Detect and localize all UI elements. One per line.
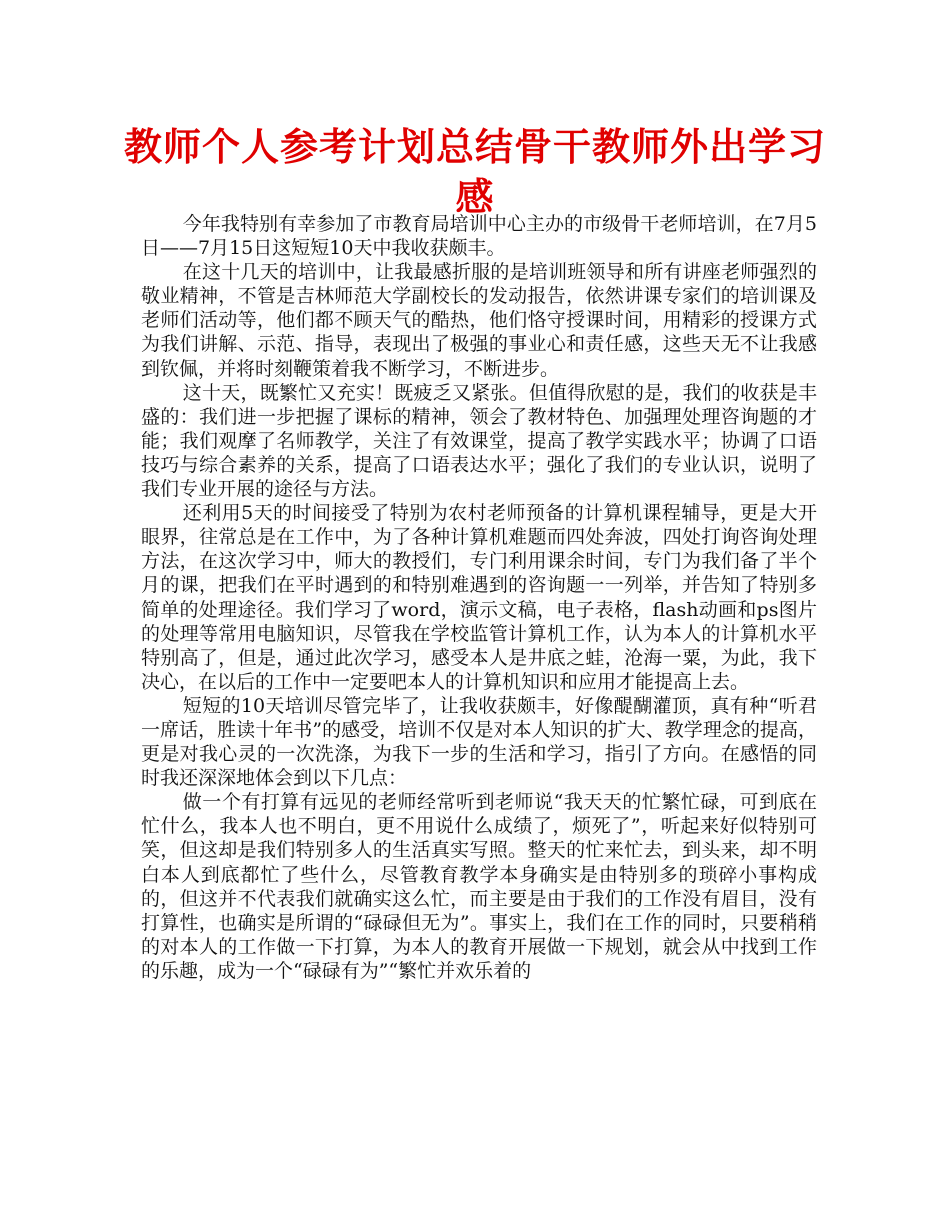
document-title: 教师个人参考计划总结骨干教师外出学习感 <box>123 125 826 219</box>
document-body <box>141 212 817 983</box>
paragraph-2: 在这十几天的培训中，让我最感折服的是培训班领导和所有讲座老师强烈的敬业精神，不管是吉林师范大学副校长的发动报告，依然讲课专家们的培训课及老师们活动等，他们都不顾天气的酷热，他们恪守授课时间，用精彩的授课方式为我们讲解、示范、指导，表现出了极强的事业心和责任感，这些天无不让我感到钦佩，并将时刻鞭策着我不断学习，不断进步。 <box>141 261 817 380</box>
paragraph-4: 还利用5天的时间接受了特别为农村老师预备的计算机课程辅导，更是大开眼界，往常总是在工作中，为了各种计算机难题而四处奔波，四处打询咨询处理方法，在这次学习中，师大的教授们，专门利用课余时间，专门为我们备了半个月的课，把我们在平时遇到的和特别难遇到的咨询题一一列举，并告知了特别多简单的处理途径。我们学习了word，演示文稿，电子表格，flash动画和ps图片的处理等常用电脑知识，尽管我在学校监管计算机工作，认为本人的计算机水平特别高了，但是，通过此次学习，感受本人是井底之蛙，沧海一粟，为此，我下决心，在以后的工作中一定要吧本人的计算机知识和应用才能提高上去。 <box>141 502 817 693</box>
paragraph-6: 做一个有打算有远见的老师经常听到老师说“我天天的忙繁忙碌，可到底在忙什么，我本人也不明白，更不用说什么成绩了，烦死了”，听起来好似特别可笑，但这却是我们特别多人的生活真实写照。整天的忙来忙去，到头来，却不明白本人到底都忙了些什么，尽管教育教学本身确实是由特别多的琐碎小事构成的，但这并不代表我们就确实这么忙，而主要是由于我们的工作没有眉目，没有打算性，也确实是所谓的“碌碌但无为”。事实上，我们在工作的同时，只要稍稍的对本人的工作做一下打算，为本人的教育开展做一下规划，就会从中找到工作的乐趣，成为一个“碌碌有为”“繁忙并欢乐着的 <box>141 791 817 982</box>
paragraph-3: 这十天，既繁忙又充实！既疲乏又紧张。但值得欣慰的是，我们的收获是丰盛的：我们进一步把握了课标的精神，领会了教材特色、加强理处理咨询题的才能；我们观摩了名师教学，关注了有效课堂，提高了教学实践水平；协调了口语技巧与综合素养的关系，提高了口语表达水平；强化了我们的专业认识，说明了我们专业开展的途径与方法。 <box>141 381 817 501</box>
paragraph-5: 短短的10天培训尽管完毕了，让我收获颇丰，好像醍醐灌顶，真有种“听君一席话，胜读十年书”的感受，培训不仅是对本人知识的扩大、教学理念的提高，更是对我心灵的一次洗涤，为我下一步的生活和学习，指引了方向。在感悟的同时我还深深地体会到以下几点： <box>141 694 817 790</box>
paragraph-1: 今年我特别有幸参加了市教育局培训中心主办的市级骨干老师培训，在7月5日——7月15日这短短10天中我收获颇丰。 <box>141 213 817 260</box>
